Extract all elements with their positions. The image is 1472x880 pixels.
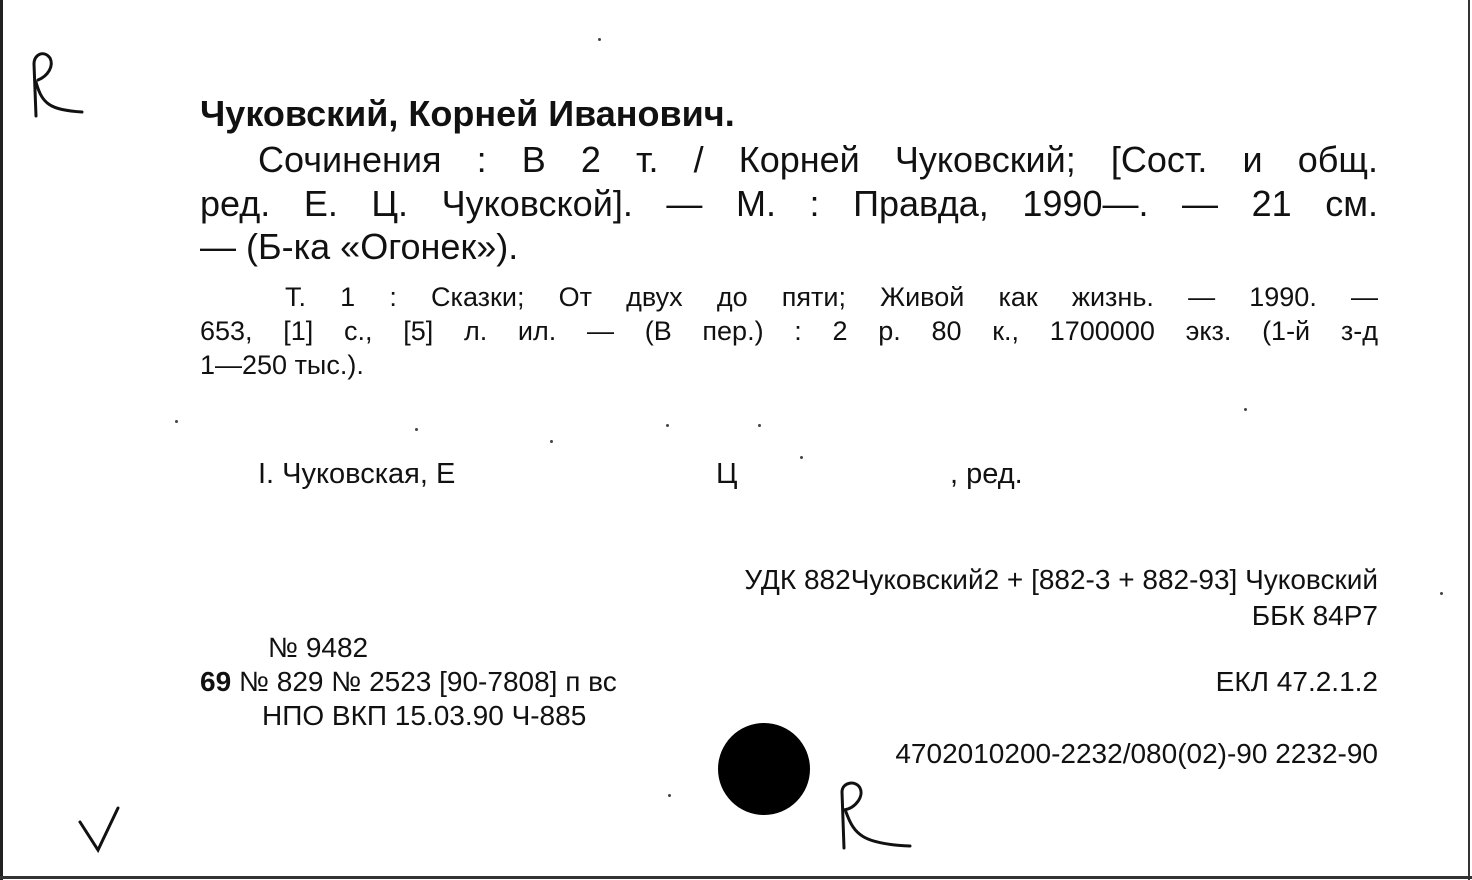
ekl-index: ЕКЛ 47.2.1.2 [1215, 666, 1378, 697]
speck [598, 38, 601, 41]
series-line [200, 668, 617, 696]
description-line-2: ред. Е. Ц. Чуковской]. — М. : Правда, 1990—. — 21 см. [200, 183, 1378, 224]
speck [175, 420, 178, 423]
card-number: № 9482 [268, 632, 369, 663]
tracing-role: , ред. [950, 458, 1023, 490]
card-right-edge [1468, 0, 1470, 880]
volume-line-3: 1—250 тыс.). [200, 350, 364, 380]
card-left-edge [0, 0, 3, 880]
author-heading: Чуковский, Корней Иванович. [200, 93, 735, 134]
speck [668, 794, 671, 797]
description-line-1: Сочинения : В 2 т. / Корней Чуковский; [Сост. и общ. [258, 139, 1378, 180]
volume-line-1: Т. 1 : Сказки; От двух до пяти; Живой как жизнь. — 1990. — [285, 282, 1378, 312]
speck [1244, 408, 1247, 411]
handwritten-r-mark-bottom [832, 778, 922, 858]
speck [666, 424, 669, 427]
description-line-3: — (Б-ка «Огонек»). [200, 226, 519, 267]
series-prefix: 69 [200, 666, 232, 697]
check-mark-icon [76, 804, 126, 854]
tracing-initial: Ц [716, 458, 738, 490]
speck [800, 456, 803, 459]
speck [758, 424, 761, 427]
tracing-editor: I. Чуковская, Е [258, 458, 456, 490]
card-bottom-edge [0, 876, 1472, 879]
punch-hole [718, 723, 810, 815]
handwritten-r-mark-top [22, 46, 92, 126]
speck [550, 440, 553, 443]
bbk-index: ББК 84Р7 [1251, 600, 1378, 631]
volume-line-2: 653, [1] с., [5] л. ил. — (В пер.) : 2 р. 80 к., 1700000 экз. (1-й з-д [200, 316, 1378, 346]
npo-line: НПО ВКП 15.03.90 Ч-885 [262, 700, 587, 731]
speck [1440, 592, 1443, 595]
isbn-code: 4702010200-2232/080(02)-90 2232-90 [895, 738, 1378, 769]
udk-index: УДК 882Чуковский2 + [882-3 + 882-93] Чуковский [744, 564, 1378, 595]
series-numbers: № 829 № 2523 [90-7808] п вс [238, 666, 617, 697]
speck [415, 428, 418, 431]
